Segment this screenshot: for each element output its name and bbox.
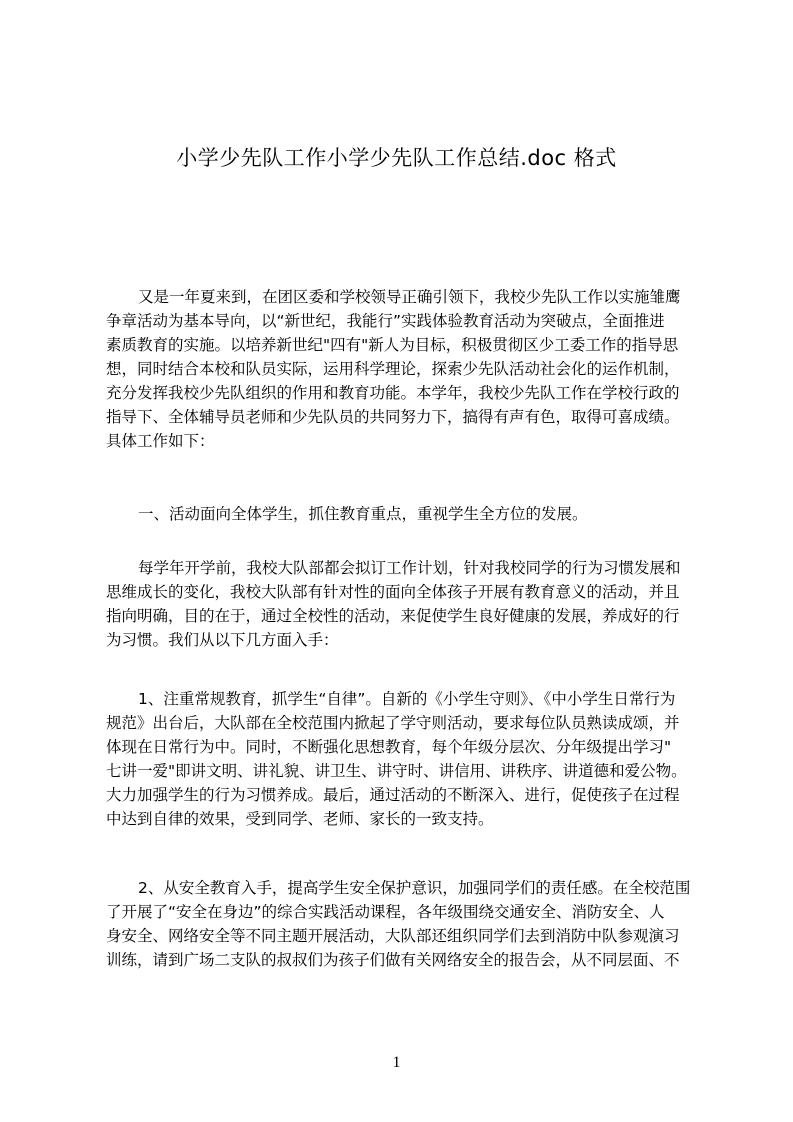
text-line: 充分发挥我校少先队组织的作用和教育功能。本学年，我校少先队工作在学校行政的 — [106, 384, 680, 402]
text-line: 想，同时结合本校和队员实际，运用科学理论，探索少先队活动社会化的运作机制， — [106, 360, 680, 378]
body-paragraph — [106, 556, 702, 652]
text-line: 2、从安全教育入手，提高学生安全保护意识，加强同学们的责任感。在全校范围 — [138, 879, 691, 897]
text-line: 规范》出台后，大队部在全校范围内掀起了学守则活动，要求每位队员熟读成颂，并 — [106, 714, 680, 732]
text-line: 七讲一爱"即讲文明、讲礼貌、讲卫生、讲守时、讲信用、讲秩序、讲道德和爱公物。 — [106, 762, 687, 780]
text-line: 指向明确，目的在于，通过全校性的活动，来促使学生良好健康的发展，养成好的行 — [106, 607, 680, 625]
text-line: 指导下、全体辅导员老师和少先队员的共同努力下，搞得有声有色，取得可喜成绩。 — [106, 408, 680, 426]
text-line: 又是一年夏来到，在团区委和学校领导正确引领下，我校少先队工作以实施雏鹰 — [138, 288, 681, 306]
text-line: 素质教育的实施。以培养新世纪"四有"新人为目标，积极贯彻区少工委工作的指导思 — [106, 336, 679, 354]
text-line: 身安全、网络安全等不同主题开展活动，大队部还组织同学们去到消防中队参观演习 — [106, 927, 680, 945]
text-line: 争章活动为基本导向，以“新世纪，我能行”实践体验教育活动为突破点，全面推进 — [106, 312, 665, 330]
text-line: 具体工作如下： — [106, 432, 215, 450]
document-title: 小学少先队工作小学少先队工作总结.doc 格式 — [176, 146, 617, 170]
intro-paragraph — [106, 285, 702, 453]
body-paragraph — [106, 687, 702, 831]
text-line: 大力加强学生的行为习惯养成。最后，通过活动的不断深入、进行，促使孩子在过程 — [106, 786, 680, 804]
text-line: 每学年开学前，我校大队部都会拟订工作计划，针对我校同学的行为习惯发展和 — [138, 559, 681, 577]
text-line: 体现在日常行为中。同时，不断强化思想教育，每个年级分层次、分年级提出学习" — [106, 738, 672, 756]
page-number: 1 — [392, 1054, 401, 1071]
text-line: 中达到自律的效果，受到同学、老师、家长的一致支持。 — [106, 810, 494, 828]
text-line: 1、注重常规教育，抓学生“自律”。自新的《小学生守则》、《中小学生日常行为 — [138, 690, 676, 708]
section-heading: 一、活动面向全体学生，抓住教育重点，重视学生全方位的发展。 — [138, 505, 588, 523]
body-paragraph — [106, 876, 702, 972]
text-line: 训练，请到广场二支队的叔叔们为孩子们做有关网络安全的报告会，从不同层面、不 — [106, 951, 680, 969]
text-line: 为习惯。我们从以下几方面入手： — [106, 631, 339, 649]
text-line: 思维成长的变化，我校大队部有针对性的面向全体孩子开展有教育意义的活动，并且 — [106, 583, 680, 601]
text-line: 了开展了“安全在身边”的综合实践活动课程，各年级围绕交通安全、消防安全、人 — [106, 903, 665, 921]
